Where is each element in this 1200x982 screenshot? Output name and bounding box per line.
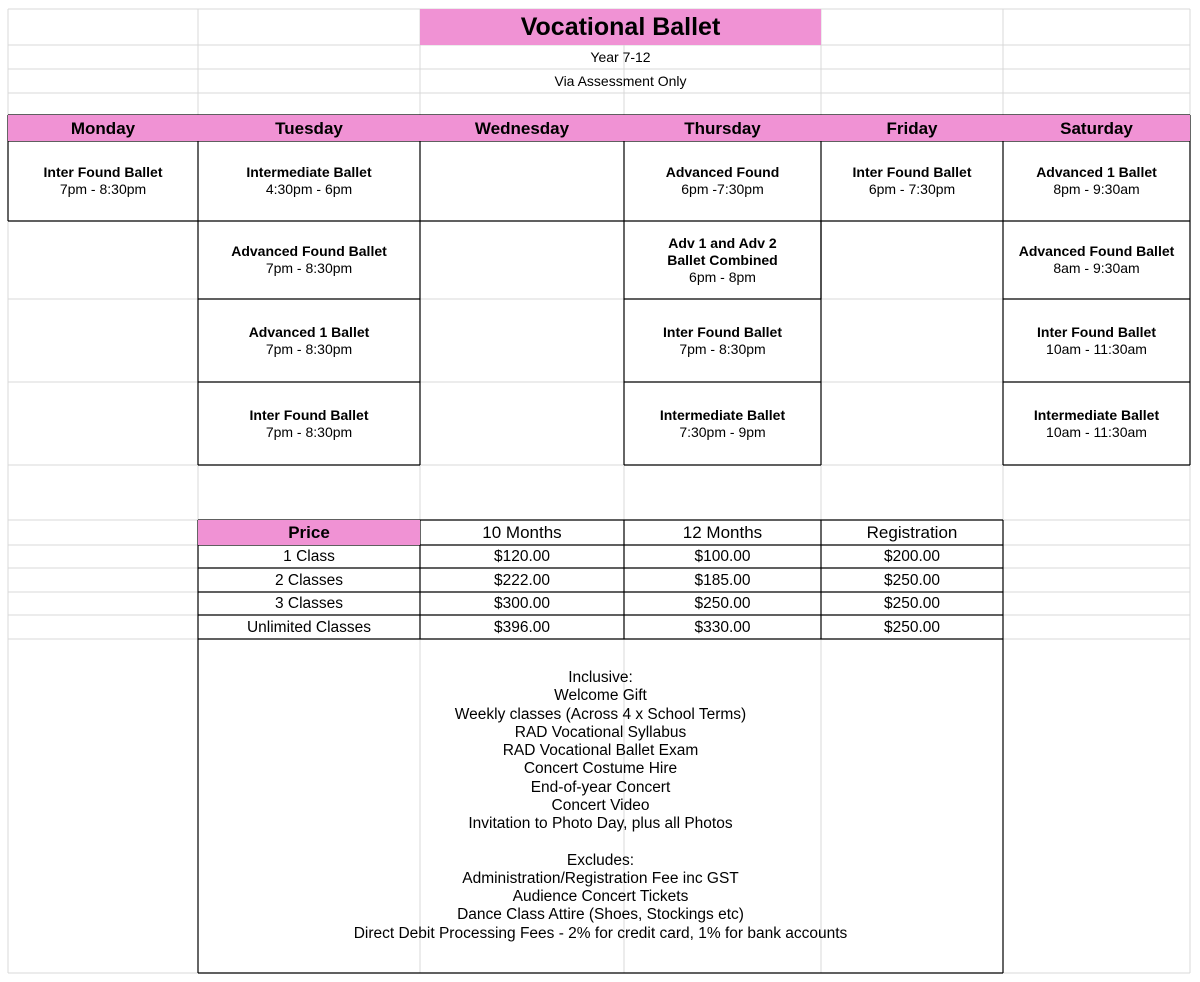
class-cell [198, 382, 420, 465]
price-cell: $200.00 [883, 548, 941, 565]
class-time: 4:30pm - 6pm [265, 181, 353, 197]
class-cell [821, 141, 1003, 221]
price-header: Price [198, 520, 420, 545]
price-cell: $222.00 [493, 571, 551, 589]
inclusive-item: Invitation to Photo Day, plus all Photos [468, 815, 733, 833]
inclusions-exclusions-notes [198, 639, 1003, 973]
inclusive-item: Welcome Gift [554, 687, 647, 705]
class-name: Advanced Found [665, 164, 780, 180]
price-header-10-months: 10 Months [482, 523, 562, 542]
price-cell: $185.00 [694, 571, 751, 589]
excludes-item: Audience Concert Tickets [512, 888, 689, 906]
price-header-registration: Registration [866, 523, 958, 542]
inclusive-item: Concert Costume Hire [523, 760, 678, 778]
excludes-item: Dance Class Attire (Shoes, Stockings etc) [457, 906, 744, 924]
price-cell: $250.00 [694, 595, 751, 612]
class-cell [8, 141, 198, 221]
price-row-label: 2 Classes [274, 571, 344, 589]
class-time: 7pm - 8:30pm [265, 340, 353, 357]
class-cell [1003, 221, 1190, 299]
class-time: 6pm -7:30pm [681, 181, 764, 197]
price-cell: $250.00 [883, 618, 941, 636]
assessment-note: Via Assessment Only [554, 72, 687, 89]
class-cell [624, 382, 821, 465]
class-name: Inter Found Ballet [43, 164, 163, 180]
inclusive-heading: Inclusive: [568, 668, 633, 686]
price-cell: $250.00 [883, 571, 941, 589]
class-time: 10am - 11:30am [1046, 340, 1147, 357]
class-cell [198, 221, 420, 299]
page-subtitle: Year 7-12 [590, 48, 651, 65]
price-cell: $300.00 [493, 595, 551, 612]
class-time: 8pm - 9:30am [1053, 181, 1140, 197]
class-cell [198, 141, 420, 221]
day-header-monday: Monday [8, 115, 198, 141]
class-time: 7pm - 8:30pm [265, 423, 353, 440]
class-name: Adv 1 and Adv 2 Ballet Combined [667, 234, 778, 268]
page-title: Vocational Ballet [420, 9, 821, 45]
inclusive-item: End-of-year Concert [530, 778, 671, 796]
day-header-friday: Friday [821, 115, 1003, 141]
excludes-item: Administration/Registration Fee inc GST [462, 869, 739, 887]
class-cell [624, 299, 821, 382]
class-cell [624, 141, 821, 221]
class-name: Intermediate Ballet [246, 164, 372, 180]
excludes-item: Direct Debit Processing Fees - 2% for credit card, 1% for bank accounts [353, 924, 848, 942]
price-cell: $396.00 [493, 618, 551, 636]
day-header-saturday: Saturday [1003, 115, 1190, 141]
price-cell: $250.00 [883, 595, 941, 612]
price-cell: $330.00 [694, 618, 751, 636]
class-cell [198, 299, 420, 382]
class-name: Advanced Found Ballet [1018, 243, 1175, 259]
class-time: 7:30pm - 9pm [679, 423, 766, 440]
inclusive-item: RAD Vocational Syllabus [514, 723, 687, 741]
class-name: Advanced 1 Ballet [248, 323, 370, 340]
class-time: 10am - 11:30am [1046, 423, 1147, 440]
price-cell: $120.00 [493, 548, 551, 565]
class-time: 6pm - 8pm [689, 268, 756, 285]
day-header-wednesday: Wednesday [420, 115, 624, 141]
excludes-heading: Excludes: [566, 851, 635, 869]
class-name: Advanced Found Ballet [231, 243, 387, 259]
class-name: Advanced 1 Ballet [1036, 164, 1157, 180]
class-name: Inter Found Ballet [1037, 323, 1156, 340]
day-header-thursday: Thursday [624, 115, 821, 141]
class-cell [624, 221, 821, 299]
class-name: Intermediate Ballet [1033, 406, 1160, 423]
price-header-12-months: 12 Months [682, 523, 763, 542]
class-time: 6pm - 7:30pm [868, 181, 956, 197]
class-name: Inter Found Ballet [852, 164, 972, 180]
price-row-label: 1 Class [283, 548, 335, 565]
class-cell [1003, 141, 1190, 221]
class-time: 7pm - 8:30pm [679, 340, 766, 357]
class-time: 8am - 9:30am [1053, 260, 1140, 276]
price-row-label: 3 Classes [274, 595, 344, 612]
inclusive-item: Weekly classes (Across 4 x School Terms) [454, 705, 747, 723]
inclusive-item: Concert Video [551, 797, 650, 814]
inclusive-item: RAD Vocational Ballet Exam [502, 742, 699, 760]
class-name: Intermediate Ballet [659, 406, 786, 423]
class-time: 7pm - 8:30pm [265, 260, 353, 276]
price-row-label: Unlimited Classes [246, 618, 372, 636]
class-name: Inter Found Ballet [249, 406, 369, 423]
price-cell: $100.00 [694, 548, 751, 565]
class-time: 7pm - 8:30pm [59, 181, 147, 197]
day-header-tuesday: Tuesday [198, 115, 420, 141]
class-name: Inter Found Ballet [663, 323, 782, 340]
class-cell [1003, 299, 1190, 382]
class-cell [1003, 382, 1190, 465]
